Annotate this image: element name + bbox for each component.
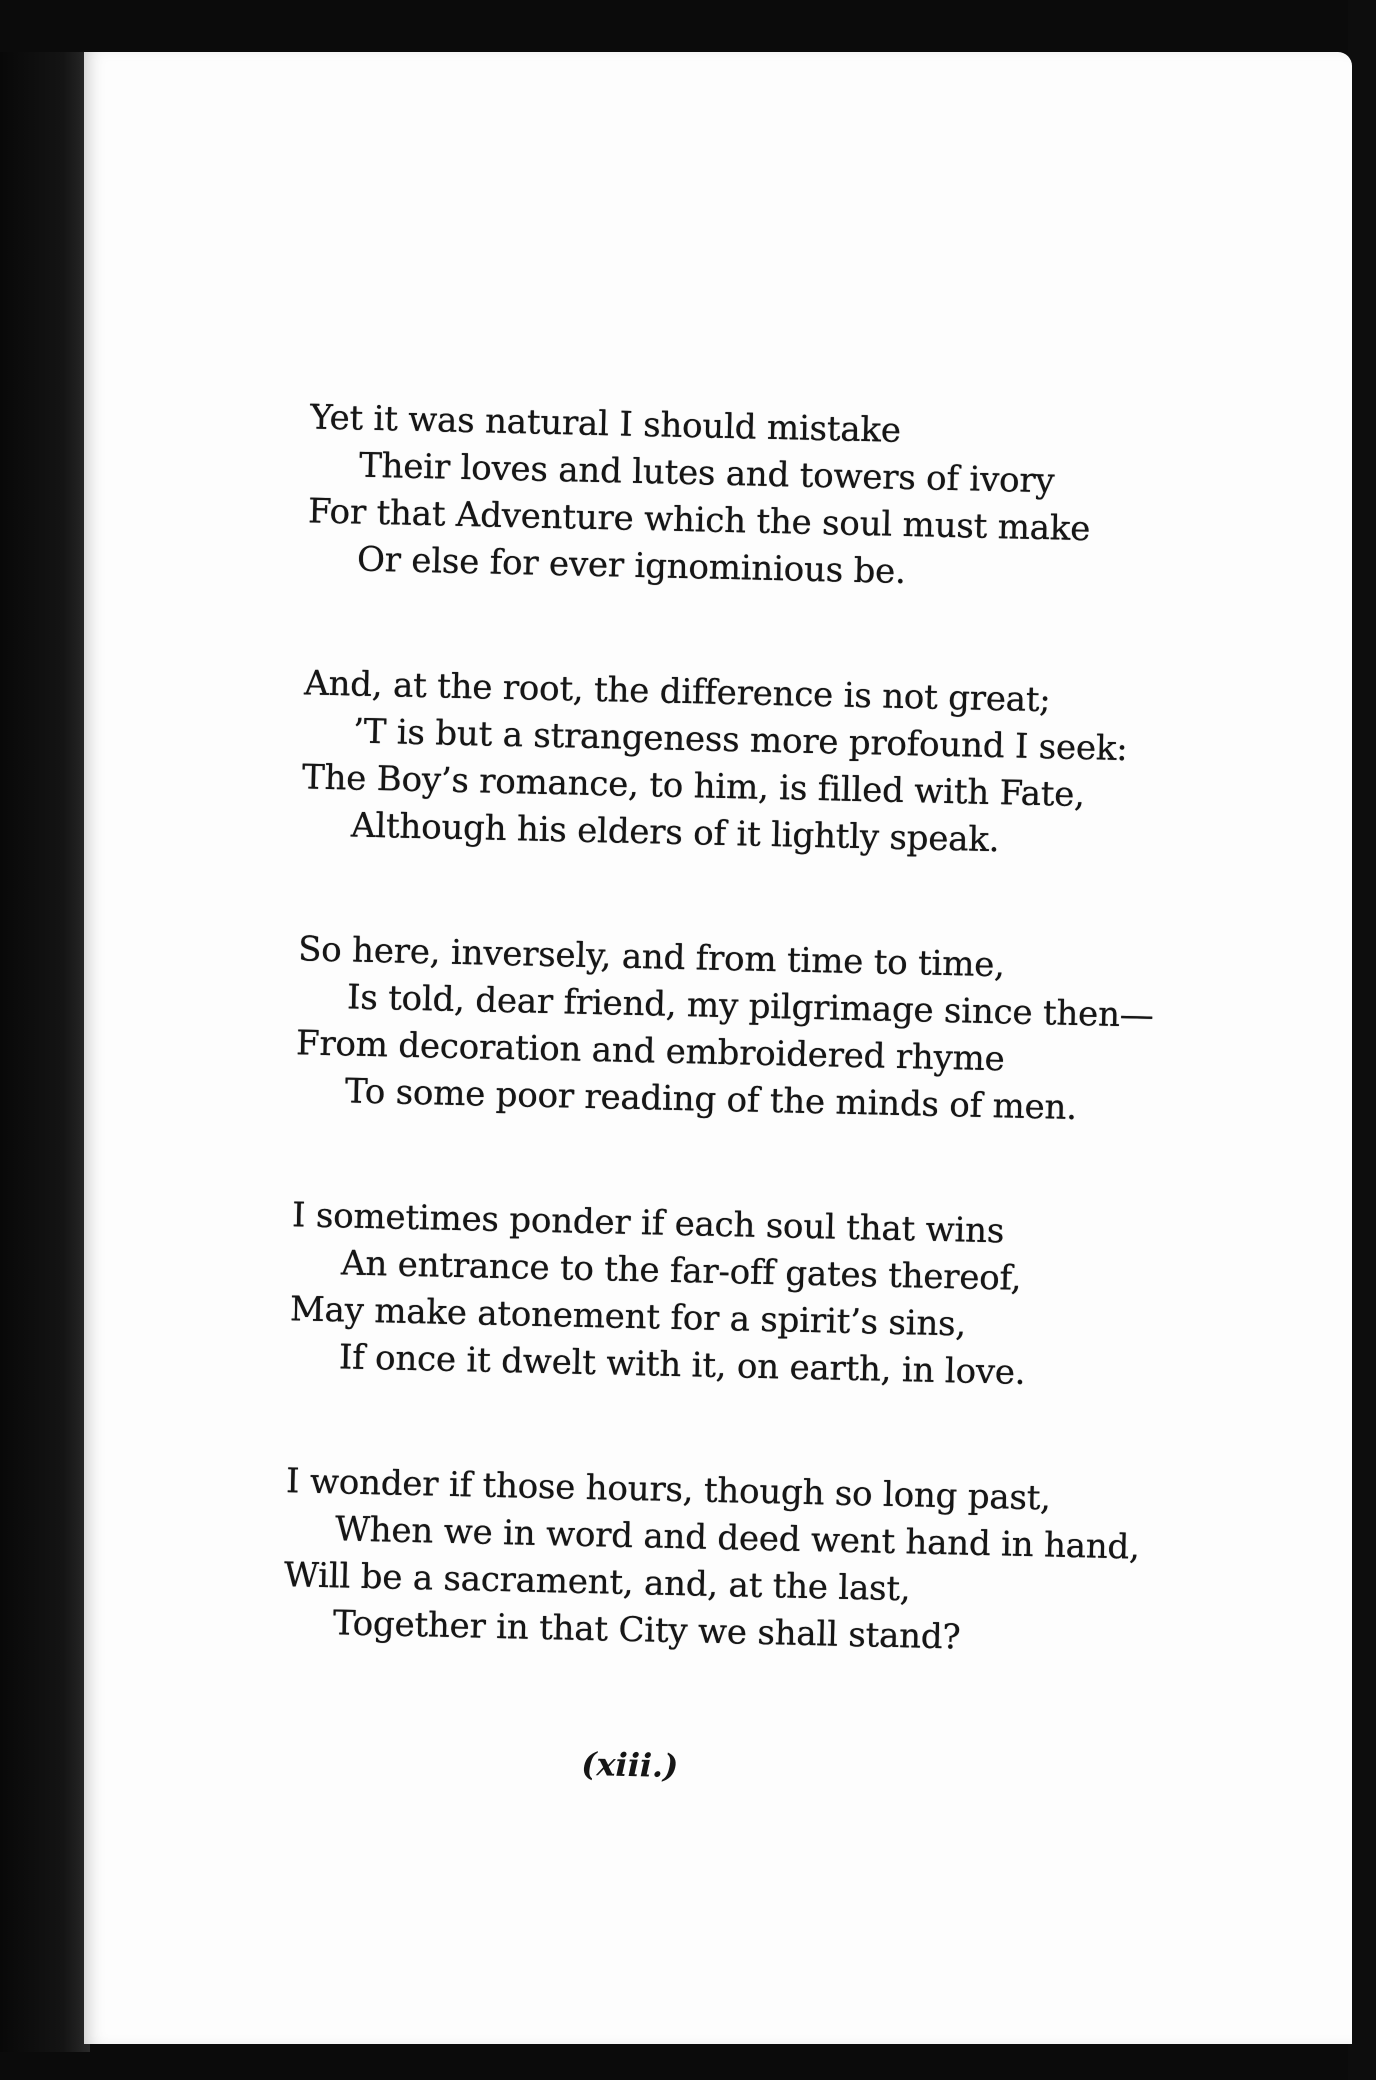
poem-line: If once it dwelt with it, on earth, in love. bbox=[338, 1337, 1026, 1393]
page-number: (xiii.) bbox=[580, 1744, 679, 1786]
poem-line: For that Adventure which the soul must make bbox=[307, 491, 1091, 550]
poem-line: ’T is but a strangeness more profound I seek: bbox=[352, 711, 1128, 770]
stanza-1 bbox=[307, 394, 1211, 602]
poem-line: An entrance to the far-off gates thereof, bbox=[340, 1243, 1022, 1299]
book-page bbox=[84, 52, 1352, 2044]
poem-line: Their loves and lutes and towers of ivory bbox=[358, 445, 1055, 502]
poem-line: The Boy’s romance, to him, is filled with Fate, bbox=[301, 757, 1086, 816]
poem-line: I sometimes ponder if each soul that wins bbox=[291, 1195, 1005, 1252]
poem-line: When we in word and deed went hand in hand, bbox=[334, 1509, 1141, 1568]
poem-line: Although his elders of it lightly speak. bbox=[350, 805, 1000, 861]
stanza-4 bbox=[288, 1192, 1192, 1400]
poem-line: To some poor reading of the minds of men. bbox=[344, 1071, 1078, 1129]
poem-line: Or else for ever ignominious be. bbox=[356, 539, 907, 592]
poem-line: Will be a sacrament, and, at the last, bbox=[283, 1555, 911, 1610]
stanza-2 bbox=[301, 660, 1205, 868]
poem bbox=[62, 38, 1375, 2058]
stanza-5 bbox=[282, 1458, 1186, 1666]
poem-line: And, at the root, the difference is not great; bbox=[303, 663, 1052, 721]
poem-line: Is told, dear friend, my pilgrimage since then— bbox=[346, 977, 1155, 1036]
poem-line: May make atonement for a spirit’s sins, bbox=[289, 1289, 967, 1345]
poem-line: Yet it was natural I should mistake bbox=[309, 397, 902, 451]
poem-line: Together in that City we shall stand? bbox=[332, 1603, 961, 1658]
poem-line: So here, inversely, and from time to time, bbox=[297, 929, 1006, 986]
poem-line: From decoration and embroidered rhyme bbox=[295, 1023, 1005, 1080]
stanza-3 bbox=[294, 926, 1198, 1134]
poem-line: I wonder if those hours, though so long past, bbox=[285, 1461, 1052, 1519]
